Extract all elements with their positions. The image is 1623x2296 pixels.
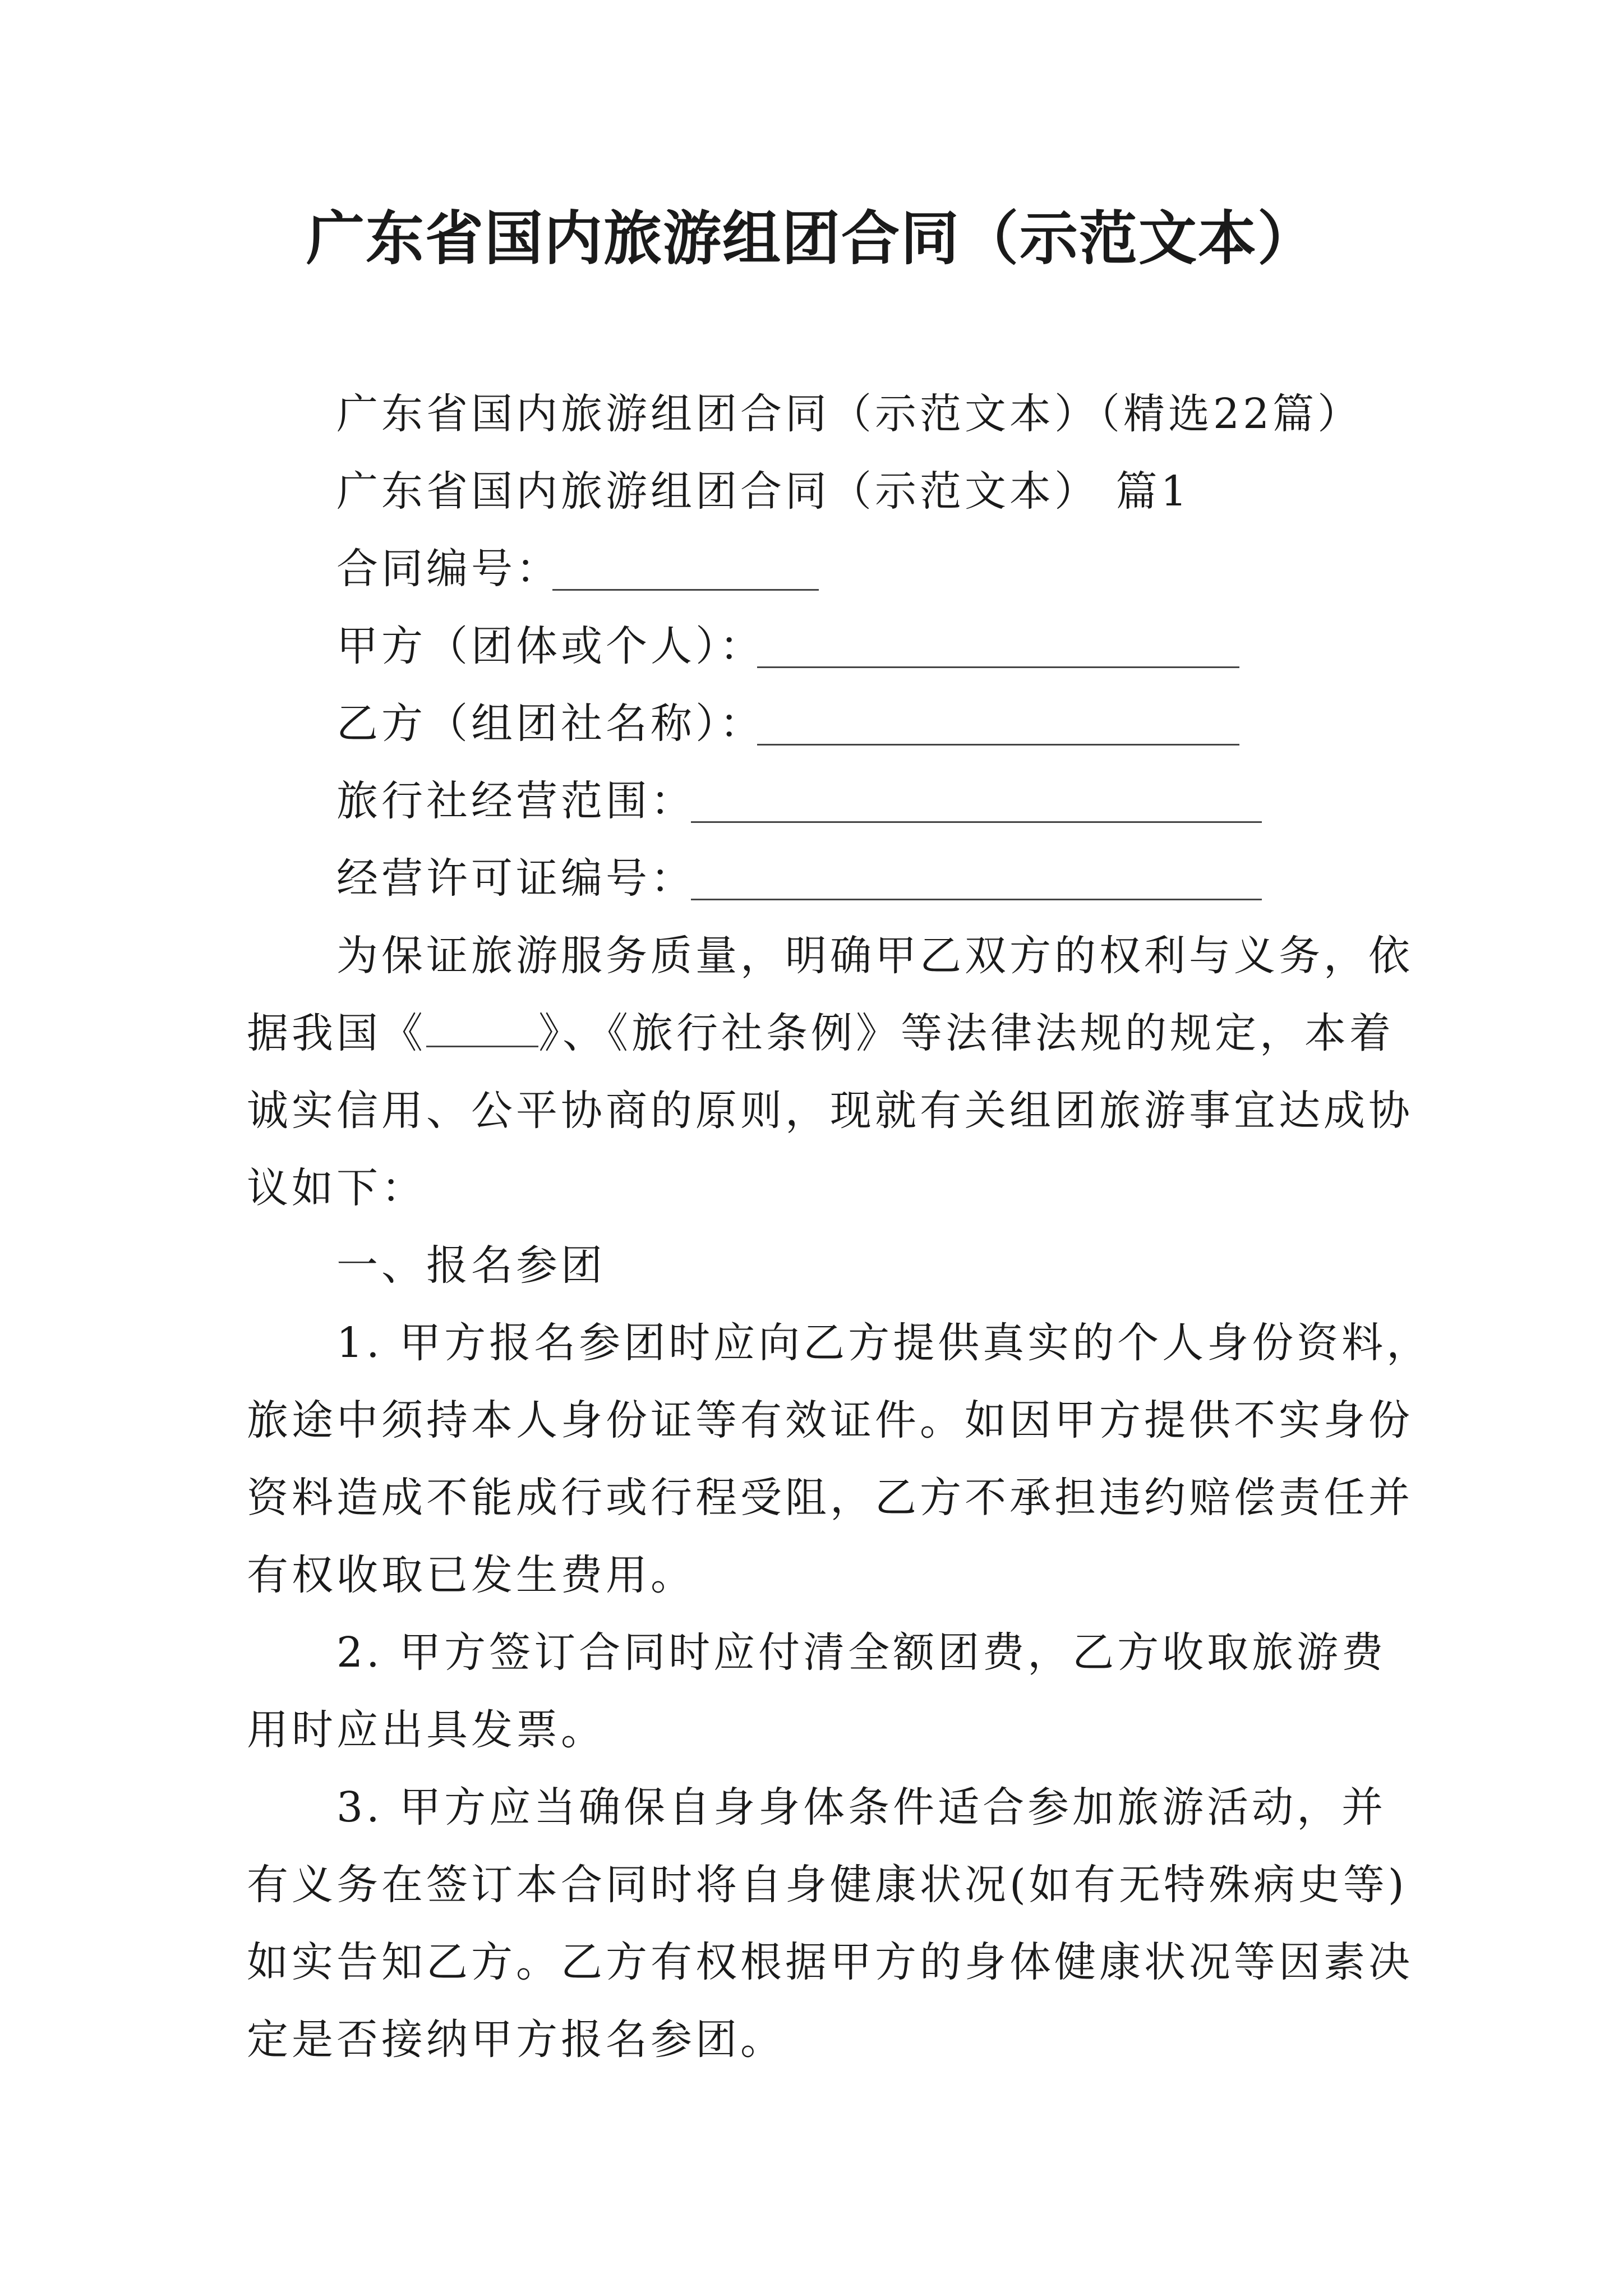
party-b-label: 乙方（组团社名称）： bbox=[336, 700, 764, 748]
license-number-blank bbox=[691, 899, 1262, 900]
clause-2-line-1: 2. 甲方签订合同时应付清全额团费，乙方收取旅游费 bbox=[336, 1628, 1387, 1677]
preamble-line-2-end: 》、《旅行社条例》等法律法规的规定，本着 bbox=[538, 1009, 1394, 1057]
clause-3-line-4: 定是否接纳甲方报名参团。 bbox=[247, 2016, 785, 2064]
preamble-line-2-start: 据我国《 bbox=[247, 1009, 426, 1057]
party-a-label: 甲方（团体或个人）： bbox=[336, 622, 764, 670]
law-name-blank bbox=[426, 1006, 538, 1047]
section-heading: 广东省国内旅游组团合同（示范文本） 篇1 bbox=[336, 467, 1191, 516]
document-title: 广东省国内旅游组团合同（示范文本） bbox=[306, 204, 1317, 273]
clause-1-line-2: 旅途中须持本人身份证等有效证件。如因甲方提供不实身份 bbox=[247, 1396, 1413, 1444]
party-a-blank bbox=[757, 666, 1239, 668]
clause-3-line-1: 3. 甲方应当确保自身身体条件适合参加旅游活动，并 bbox=[336, 1783, 1387, 1832]
preamble-line-4: 议如下： bbox=[247, 1164, 426, 1212]
party-b-blank bbox=[757, 744, 1239, 746]
clause-1-line-4: 有权收取已发生费用。 bbox=[247, 1551, 695, 1599]
clause-3-line-2: 有义务在签订本合同时将自身健康状况(如有无特殊病史等) bbox=[247, 1861, 1408, 1909]
business-scope-blank bbox=[691, 821, 1262, 823]
preamble-line-1: 为保证旅游服务质量，明确甲乙双方的权利与义务，依 bbox=[336, 932, 1413, 980]
clause-1-line-3: 资料造成不能成行或行程受阻，乙方不承担违约赔偿责任并 bbox=[247, 1474, 1413, 1522]
preamble-line-2 bbox=[247, 1005, 1394, 1061]
section-1-heading: 一、报名参团 bbox=[336, 1241, 606, 1290]
business-scope-label: 旅行社经营范围： bbox=[336, 777, 695, 825]
clause-2-line-2: 用时应出具发票。 bbox=[247, 1706, 606, 1754]
contract-number-blank bbox=[552, 589, 819, 591]
contract-number-label: 合同编号： bbox=[336, 545, 561, 593]
clause-1-line-1: 1. 甲方报名参团时应向乙方提供真实的个人身份资料， bbox=[336, 1319, 1432, 1367]
license-number-label: 经营许可证编号： bbox=[336, 854, 695, 903]
document-subtitle: 广东省国内旅游组团合同（示范文本）（精选22篇） bbox=[336, 390, 1363, 438]
clause-3-line-3: 如实告知乙方。乙方有权根据甲方的身体健康状况等因素决 bbox=[247, 1938, 1413, 1986]
preamble-line-3: 诚实信用、公平协商的原则，现就有关组团旅游事宜达成协 bbox=[247, 1087, 1413, 1135]
